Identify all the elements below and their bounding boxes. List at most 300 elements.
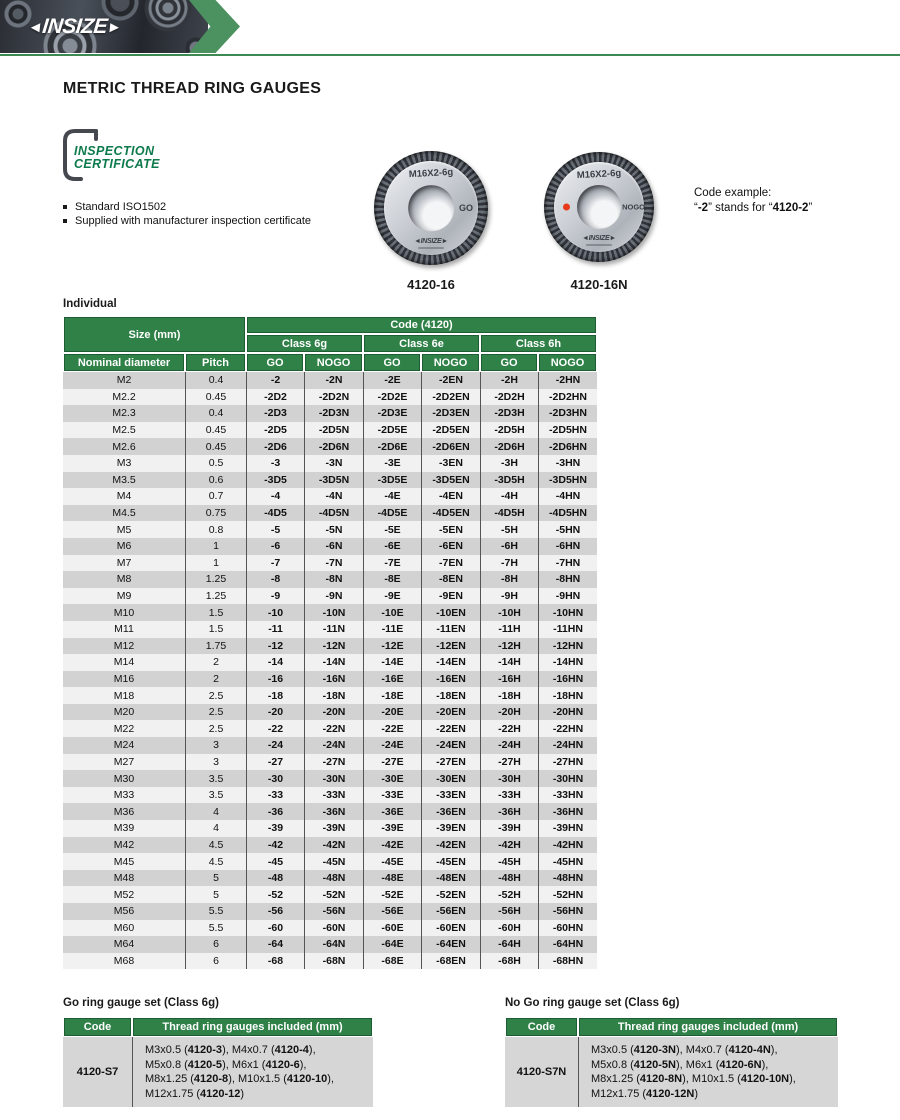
- cell-code: -27: [246, 754, 304, 771]
- cell-code: -20HN: [538, 704, 597, 721]
- certificate-text: [74, 145, 160, 171]
- cell-code: -24: [246, 737, 304, 754]
- header-nominal-diameter: Nominal diameter: [63, 353, 185, 372]
- cell-code: -5H: [480, 521, 538, 538]
- cell-pitch: 0.45: [185, 422, 246, 439]
- cell-nominal-diameter: M14: [113, 656, 135, 669]
- cell-code: -18N: [304, 687, 363, 704]
- cell-code: -3D5H: [480, 472, 538, 489]
- cell-code: -39: [246, 820, 304, 837]
- table-row: [63, 438, 597, 455]
- cell-nominal-diameter: M18: [113, 689, 135, 702]
- ring-insize-logo: ◄INSIZE►: [413, 238, 448, 245]
- go-set-code: 4120-S7: [63, 1037, 132, 1107]
- ring-insize-logo: ◄INSIZE►: [581, 235, 616, 242]
- cell-code: -60: [246, 920, 304, 937]
- table-row: [63, 754, 597, 771]
- cell-code: -3EN: [421, 455, 480, 472]
- header-nogo: NOGO: [421, 353, 480, 372]
- cell-nominal-diameter: M8: [116, 573, 132, 586]
- cell-nominal-diameter: M24: [113, 739, 135, 752]
- cell-code: -22HN: [538, 720, 597, 737]
- go-set-title: Go ring gauge set (Class 6g): [63, 997, 219, 1009]
- cell-code: -14HN: [538, 654, 597, 671]
- cell-code: -36: [246, 803, 304, 820]
- cell-code: -6HN: [538, 538, 597, 555]
- table-row: [63, 505, 597, 522]
- go-set-header-included: Thread ring gauges included (mm): [132, 1017, 373, 1037]
- cell-pitch: 1.25: [185, 588, 246, 605]
- cell-code: -52E: [363, 886, 421, 903]
- cell-code: -2E: [363, 372, 421, 389]
- cell-code: -3D5HN: [538, 472, 597, 489]
- cell-pitch: 4.5: [185, 853, 246, 870]
- table-row: [63, 571, 597, 588]
- cell-pitch: 0.4: [185, 372, 246, 389]
- cell-code: -11: [246, 621, 304, 638]
- cell-code: -24HN: [538, 737, 597, 754]
- individual-table-header: [63, 316, 597, 372]
- cell-code: -4E: [363, 488, 421, 505]
- cell-code: -16HN: [538, 671, 597, 688]
- nogo-set-header-code: Code: [505, 1017, 578, 1037]
- cell-code: -2D5E: [363, 422, 421, 439]
- cell-code: -2HN: [538, 372, 597, 389]
- cell-code: -4HN: [538, 488, 597, 505]
- cell-nominal-diameter: M6: [116, 540, 132, 553]
- table-row: [63, 405, 597, 422]
- table-row: [63, 687, 597, 704]
- cell-code: -56EN: [421, 903, 480, 920]
- cell-pitch: 4: [185, 820, 246, 837]
- cell-code: -39E: [363, 820, 421, 837]
- cell-code: -7HN: [538, 555, 597, 572]
- header-class-6e: Class 6e: [363, 334, 480, 353]
- cell-code: -12N: [304, 638, 363, 655]
- cell-code: -9: [246, 588, 304, 605]
- cell-code: -2: [246, 372, 304, 389]
- cell-code: -2EN: [421, 372, 480, 389]
- certificate-line2: CERTIFICATE: [74, 157, 160, 171]
- cell-code: -56N: [304, 903, 363, 920]
- cell-code: -18EN: [421, 687, 480, 704]
- cell-code: -42E: [363, 837, 421, 854]
- cell-code: -3HN: [538, 455, 597, 472]
- table-row: [63, 455, 597, 472]
- cell-pitch: 1.25: [185, 571, 246, 588]
- cell-code: -2D2N: [304, 389, 363, 406]
- individual-label: Individual: [63, 298, 117, 310]
- cell-code: -56E: [363, 903, 421, 920]
- table-row: [63, 488, 597, 505]
- cell-code: -60H: [480, 920, 538, 937]
- header-photo: [0, 0, 208, 53]
- cell-code: -3H: [480, 455, 538, 472]
- cell-code: -42HN: [538, 837, 597, 854]
- cell-pitch: 4: [185, 803, 246, 820]
- table-row: [63, 837, 597, 854]
- certificate-line1: INSPECTION: [74, 144, 155, 158]
- cell-code: -2D3N: [304, 405, 363, 422]
- table-row: [63, 737, 597, 754]
- nogo-set-included-list: M3x0.5 (4120-3N), M4x0.7 (4120-4N), M5x0.8 (4120-5N), M6x1 (4120-6N), M8x1.25 (4120-8N), M10x1.5 (4120-10N), M12x1.75 (4120-12N): [578, 1037, 838, 1107]
- cell-code: -8H: [480, 571, 538, 588]
- cell-pitch: 3.5: [185, 770, 246, 787]
- cell-nominal-diameter: M39: [113, 822, 135, 835]
- table-row: [63, 886, 597, 903]
- cell-nominal-diameter: M12: [113, 639, 135, 652]
- cell-code: -10: [246, 604, 304, 621]
- cell-code: -12EN: [421, 638, 480, 655]
- cell-pitch: 5.5: [185, 903, 246, 920]
- cell-code: -6: [246, 538, 304, 555]
- cell-code: -52: [246, 886, 304, 903]
- cell-code: -7EN: [421, 555, 480, 572]
- cell-code: -11HN: [538, 621, 597, 638]
- cell-code: -9HN: [538, 588, 597, 605]
- cell-code: -8EN: [421, 571, 480, 588]
- cell-code: -36H: [480, 803, 538, 820]
- code-example: [694, 186, 812, 216]
- cell-code: -52H: [480, 886, 538, 903]
- cell-code: -48HN: [538, 870, 597, 887]
- cell-code: -9H: [480, 588, 538, 605]
- cell-nominal-diameter: M20: [113, 706, 135, 719]
- cell-code: -56H: [480, 903, 538, 920]
- cell-code: -22E: [363, 720, 421, 737]
- cell-pitch: 1: [185, 538, 246, 555]
- cell-code: -18HN: [538, 687, 597, 704]
- header-go: GO: [363, 353, 421, 372]
- cell-code: -52N: [304, 886, 363, 903]
- header-divider: [0, 54, 900, 56]
- table-row: [63, 720, 597, 737]
- cell-pitch: 0.4: [185, 405, 246, 422]
- inspection-certificate-badge: [60, 127, 190, 187]
- header-class-6h: Class 6h: [480, 334, 597, 353]
- cell-code: -18E: [363, 687, 421, 704]
- cell-code: -56HN: [538, 903, 597, 920]
- cell-code: -10E: [363, 604, 421, 621]
- cell-pitch: 2: [185, 654, 246, 671]
- cell-code: -4H: [480, 488, 538, 505]
- cell-code: -68E: [363, 953, 421, 970]
- table-row: [63, 472, 597, 489]
- cell-code: -14EN: [421, 654, 480, 671]
- cell-code: -68EN: [421, 953, 480, 970]
- cell-nominal-diameter: M27: [113, 755, 135, 768]
- cell-code: -36E: [363, 803, 421, 820]
- cell-pitch: 6: [185, 953, 246, 970]
- cell-nominal-diameter: M2.3: [112, 407, 136, 420]
- cell-code: -14H: [480, 654, 538, 671]
- cell-code: -7: [246, 555, 304, 572]
- cell-code: -5N: [304, 521, 363, 538]
- cell-code: -16E: [363, 671, 421, 688]
- nogo-set-title: No Go ring gauge set (Class 6g): [505, 997, 680, 1009]
- table-row: [63, 770, 597, 787]
- cell-code: -39HN: [538, 820, 597, 837]
- cell-nominal-diameter: M68: [113, 955, 135, 968]
- cell-code: -27HN: [538, 754, 597, 771]
- cell-code: -30EN: [421, 770, 480, 787]
- cell-code: -11EN: [421, 621, 480, 638]
- cell-code: -6N: [304, 538, 363, 555]
- cell-code: -3D5N: [304, 472, 363, 489]
- cell-pitch: 1: [185, 555, 246, 572]
- table-row: [63, 389, 597, 406]
- cell-code: -2D3: [246, 405, 304, 422]
- code-example-line: “-2” stands for “4120-2”: [694, 202, 813, 214]
- cell-code: -16H: [480, 671, 538, 688]
- cell-code: -30H: [480, 770, 538, 787]
- cell-code: -2D5HN: [538, 422, 597, 439]
- cell-nominal-diameter: M11: [114, 623, 134, 636]
- cell-code: -56: [246, 903, 304, 920]
- cell-nominal-diameter: M42: [113, 838, 135, 851]
- cell-code: -2D2H: [480, 389, 538, 406]
- cell-pitch: 2.5: [185, 720, 246, 737]
- cell-nominal-diameter: M22: [113, 722, 135, 735]
- cell-code: -2D3HN: [538, 405, 597, 422]
- ring-threaded-hole: [577, 185, 621, 229]
- cell-code: -2H: [480, 372, 538, 389]
- nogo-set-section: [505, 997, 838, 1107]
- cell-pitch: 5.5: [185, 920, 246, 937]
- go-set-included-list: M3x0.5 (4120-3), M4x0.7 (4120-4), M5x0.8 (4120-5), M6x1 (4120-6), M8x1.25 (4120-8), M10x1.5 (4120-10), M12x1.75 (4120-12): [132, 1037, 373, 1107]
- header-go: GO: [246, 353, 304, 372]
- cell-nominal-diameter: M2.5: [112, 424, 136, 437]
- cell-code: -2D6H: [480, 438, 538, 455]
- cell-code: -2D5: [246, 422, 304, 439]
- cell-code: -36EN: [421, 803, 480, 820]
- header-size-group: Size (mm): [63, 316, 246, 353]
- cell-code: -3: [246, 455, 304, 472]
- go-set-table: [63, 1017, 373, 1107]
- cell-nominal-diameter: M4: [116, 490, 132, 503]
- cell-code: -8E: [363, 571, 421, 588]
- cell-code: -2D6EN: [421, 438, 480, 455]
- cell-code: -30: [246, 770, 304, 787]
- table-row: [63, 920, 597, 937]
- cell-nominal-diameter: M60: [113, 921, 135, 934]
- table-row: [63, 953, 597, 970]
- cell-code: -45HN: [538, 853, 597, 870]
- table-row: [63, 704, 597, 721]
- cell-nominal-diameter: M56: [113, 905, 135, 918]
- cell-nominal-diameter: M45: [113, 855, 135, 868]
- code-example-label: Code example:: [694, 187, 772, 199]
- cell-code: -39H: [480, 820, 538, 837]
- individual-table-body: [63, 372, 597, 969]
- table-row: [63, 638, 597, 655]
- header-pitch: Pitch: [185, 353, 246, 372]
- cell-code: -42N: [304, 837, 363, 854]
- cell-code: -27H: [480, 754, 538, 771]
- cell-code: -5EN: [421, 521, 480, 538]
- cell-code: -45N: [304, 853, 363, 870]
- cell-code: -45EN: [421, 853, 480, 870]
- cell-code: -20E: [363, 704, 421, 721]
- header-nogo: NOGO: [304, 353, 363, 372]
- logo-right-arrow-icon: ►: [106, 19, 123, 36]
- cell-pitch: 0.8: [185, 521, 246, 538]
- cell-code: -2D3H: [480, 405, 538, 422]
- table-row: [63, 936, 597, 953]
- table-row: [505, 1037, 838, 1107]
- cell-pitch: 2.5: [185, 704, 246, 721]
- nogo-set-header-included: Thread ring gauges included (mm): [578, 1017, 838, 1037]
- cell-code: -2D3E: [363, 405, 421, 422]
- cell-code: -3D5E: [363, 472, 421, 489]
- cell-nominal-diameter: M3: [116, 457, 132, 470]
- cell-pitch: 3.5: [185, 787, 246, 804]
- cell-code: -33N: [304, 787, 363, 804]
- cell-code: -4D5E: [363, 505, 421, 522]
- header-class-6g: Class 6g: [246, 334, 363, 353]
- cell-code: -11H: [480, 621, 538, 638]
- go-set-header-code: Code: [63, 1017, 132, 1037]
- cell-code: -8HN: [538, 571, 597, 588]
- cell-code: -60N: [304, 920, 363, 937]
- logo-left-arrow-icon: ◄: [27, 19, 44, 36]
- cell-code: -60EN: [421, 920, 480, 937]
- cell-code: -24E: [363, 737, 421, 754]
- cell-code: -68H: [480, 953, 538, 970]
- feature-list: [63, 200, 311, 228]
- cell-code: -39N: [304, 820, 363, 837]
- cell-code: -10H: [480, 604, 538, 621]
- cell-code: -5E: [363, 521, 421, 538]
- cell-code: -10HN: [538, 604, 597, 621]
- cell-code: -16: [246, 671, 304, 688]
- cell-code: -36N: [304, 803, 363, 820]
- cell-code: -48E: [363, 870, 421, 887]
- cell-code: -5: [246, 521, 304, 538]
- cell-code: -12HN: [538, 638, 597, 655]
- cell-code: -45E: [363, 853, 421, 870]
- header-code-group: Code (4120): [246, 316, 597, 334]
- cell-code: -24EN: [421, 737, 480, 754]
- cell-pitch: 1.5: [185, 621, 246, 638]
- table-row: [63, 870, 597, 887]
- cell-code: -18: [246, 687, 304, 704]
- cell-code: -4D5EN: [421, 505, 480, 522]
- go-set-section: [63, 997, 373, 1107]
- cell-nominal-diameter: M10: [113, 606, 135, 619]
- ring-serial-mark: [586, 244, 612, 246]
- cell-nominal-diameter: M2.6: [112, 440, 136, 453]
- table-row: [63, 803, 597, 820]
- cell-code: -4EN: [421, 488, 480, 505]
- cell-code: -33H: [480, 787, 538, 804]
- cell-code: -2D6E: [363, 438, 421, 455]
- go-ring-gauge-image: [374, 151, 488, 265]
- cell-code: -45: [246, 853, 304, 870]
- cell-code: -64N: [304, 936, 363, 953]
- cell-code: -64E: [363, 936, 421, 953]
- cell-code: -2D6: [246, 438, 304, 455]
- cell-code: -14: [246, 654, 304, 671]
- cell-pitch: 2.5: [185, 687, 246, 704]
- cell-pitch: 0.6: [185, 472, 246, 489]
- table-row: [63, 654, 597, 671]
- cell-pitch: 5: [185, 870, 246, 887]
- cell-code: -2D6HN: [538, 438, 597, 455]
- table-row: [63, 621, 597, 638]
- cell-code: -2D2HN: [538, 389, 597, 406]
- cell-code: -33: [246, 787, 304, 804]
- cell-code: -20EN: [421, 704, 480, 721]
- cell-code: -22N: [304, 720, 363, 737]
- individual-table: [63, 316, 597, 969]
- table-row: [63, 1037, 373, 1107]
- cell-nominal-diameter: M30: [113, 772, 135, 785]
- cell-code: -4: [246, 488, 304, 505]
- cell-code: -48: [246, 870, 304, 887]
- header-nogo: NOGO: [538, 353, 597, 372]
- cell-code: -2D5EN: [421, 422, 480, 439]
- cell-code: -8: [246, 571, 304, 588]
- cell-code: -11E: [363, 621, 421, 638]
- ring-marking: M16X2-6g: [576, 167, 622, 182]
- cell-code: -7N: [304, 555, 363, 572]
- cell-code: -8N: [304, 571, 363, 588]
- cell-pitch: 0.5: [185, 455, 246, 472]
- cell-code: -4D5HN: [538, 505, 597, 522]
- cell-pitch: 0.45: [185, 438, 246, 455]
- cell-nominal-diameter: M64: [113, 938, 135, 951]
- feature-item-certificate: Supplied with manufacturer inspection certificate: [63, 214, 311, 228]
- cell-code: -48H: [480, 870, 538, 887]
- cell-code: -2D2E: [363, 389, 421, 406]
- cell-code: -24N: [304, 737, 363, 754]
- cell-code: -9N: [304, 588, 363, 605]
- cell-code: -22H: [480, 720, 538, 737]
- cell-code: -4N: [304, 488, 363, 505]
- ring-marking: M16X2-6g: [408, 166, 454, 181]
- header-go: GO: [480, 353, 538, 372]
- table-row: [63, 903, 597, 920]
- cell-pitch: 0.45: [185, 389, 246, 406]
- cell-code: -6E: [363, 538, 421, 555]
- cell-code: -30N: [304, 770, 363, 787]
- table-row: [63, 853, 597, 870]
- cell-code: -12: [246, 638, 304, 655]
- cell-code: -2D5N: [304, 422, 363, 439]
- cell-code: -20N: [304, 704, 363, 721]
- cell-code: -14N: [304, 654, 363, 671]
- cell-code: -2D2: [246, 389, 304, 406]
- cell-code: -64HN: [538, 936, 597, 953]
- page-title: METRIC THREAD RING GAUGES: [63, 80, 322, 97]
- cell-code: -10N: [304, 604, 363, 621]
- cell-code: -36HN: [538, 803, 597, 820]
- individual-table-wrap: [63, 316, 597, 969]
- cell-code: -60HN: [538, 920, 597, 937]
- table-row: [63, 820, 597, 837]
- table-row: [63, 588, 597, 605]
- cell-code: -48EN: [421, 870, 480, 887]
- cell-nominal-diameter: M52: [113, 888, 135, 901]
- cell-nominal-diameter: M48: [113, 872, 135, 885]
- table-row: [63, 787, 597, 804]
- cell-code: -14E: [363, 654, 421, 671]
- cell-code: -3N: [304, 455, 363, 472]
- cell-code: -4D5: [246, 505, 304, 522]
- cell-code: -27EN: [421, 754, 480, 771]
- cell-code: -64: [246, 936, 304, 953]
